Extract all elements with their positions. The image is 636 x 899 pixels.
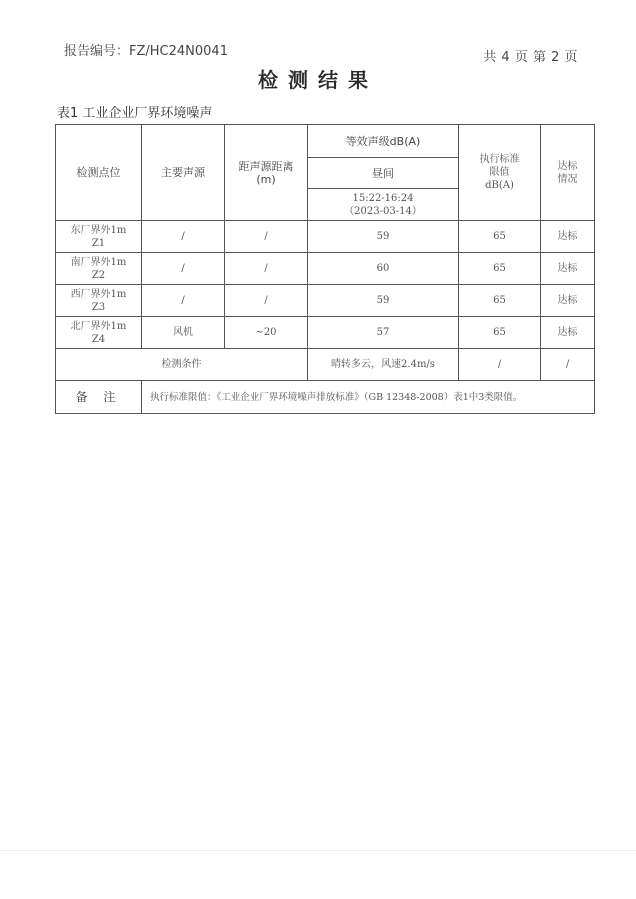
table-row [56, 285, 595, 317]
header-point: 检测点位 [56, 125, 142, 221]
conditions-row [56, 349, 595, 381]
row-status: 达标 [541, 221, 595, 253]
remark-row [56, 381, 595, 414]
row-source: / [142, 221, 225, 253]
header-level: 等效声级dB(A) [308, 125, 459, 158]
header-source: 主要声源 [142, 125, 225, 221]
conditions-status: / [541, 349, 595, 381]
report-number: 报告编号：FZ/HC24N0041 [64, 44, 228, 59]
point-name: 北厂界外1m [70, 320, 127, 332]
point-code: Z1 [91, 237, 106, 249]
remark-text: 执行标准限值：《工业企业厂界环境噪声排放标准》（GB 12348-2008）表1中3类限值。 [142, 381, 595, 414]
row-source: 风机 [142, 317, 225, 349]
header-status [541, 125, 595, 221]
row-source: / [142, 285, 225, 317]
header-period [308, 189, 459, 221]
row-limit: 65 [459, 221, 541, 253]
header-status-line1: 达标 [557, 160, 578, 172]
table-caption: 表1 工业企业厂界环境噪声 [57, 106, 213, 121]
row-value: 60 [308, 253, 459, 285]
point-name: 南厂界外1m [70, 256, 127, 268]
row-distance: / [225, 221, 308, 253]
header-status-line2: 情况 [557, 173, 578, 185]
row-status: 达标 [541, 285, 595, 317]
remark-label: 备 注 [56, 381, 142, 414]
table-row [56, 317, 595, 349]
conditions-label: 检测条件 [56, 349, 308, 381]
row-distance: / [225, 285, 308, 317]
point-code: Z2 [91, 269, 106, 281]
page-title: 检测结果 [258, 68, 378, 92]
row-limit: 65 [459, 317, 541, 349]
header-limit-line2: 限值 [489, 167, 510, 178]
header-date: （2023-03-14） [344, 205, 422, 217]
header-limit-line1: 执行标准 [479, 154, 520, 165]
row-status: 达标 [541, 317, 595, 349]
row-value: 59 [308, 285, 459, 317]
table-row [56, 221, 595, 253]
noise-results-table [55, 124, 595, 414]
row-point [56, 221, 142, 253]
conditions-value: 晴转多云，风速2.4m/s [308, 349, 459, 381]
table-row [56, 253, 595, 285]
point-name: 西厂界外1m [70, 288, 127, 300]
header-time: 15:22-16:24 [352, 192, 414, 204]
header-distance-line1: 距声源距离 [238, 159, 294, 173]
header-limit-line3: dB(A) [485, 180, 514, 191]
row-point [56, 253, 142, 285]
row-point [56, 285, 142, 317]
row-status: 达标 [541, 253, 595, 285]
conditions-limit: / [459, 349, 541, 381]
point-name: 东厂界外1m [70, 224, 127, 236]
point-code: Z4 [91, 333, 106, 345]
row-distance: / [225, 253, 308, 285]
scan-artifact-line [0, 850, 636, 851]
row-value: 57 [308, 317, 459, 349]
header-distance-line2: (m) [256, 172, 276, 186]
row-limit: 65 [459, 285, 541, 317]
header-limit [459, 125, 541, 221]
row-point [56, 317, 142, 349]
row-source: / [142, 253, 225, 285]
row-distance: ~20 [225, 317, 308, 349]
point-code: Z3 [91, 301, 106, 313]
page-info: 共 4 页 第 2 页 [483, 50, 578, 65]
row-value: 59 [308, 221, 459, 253]
header-day: 昼间 [308, 158, 459, 189]
row-limit: 65 [459, 253, 541, 285]
header-distance [225, 125, 308, 221]
